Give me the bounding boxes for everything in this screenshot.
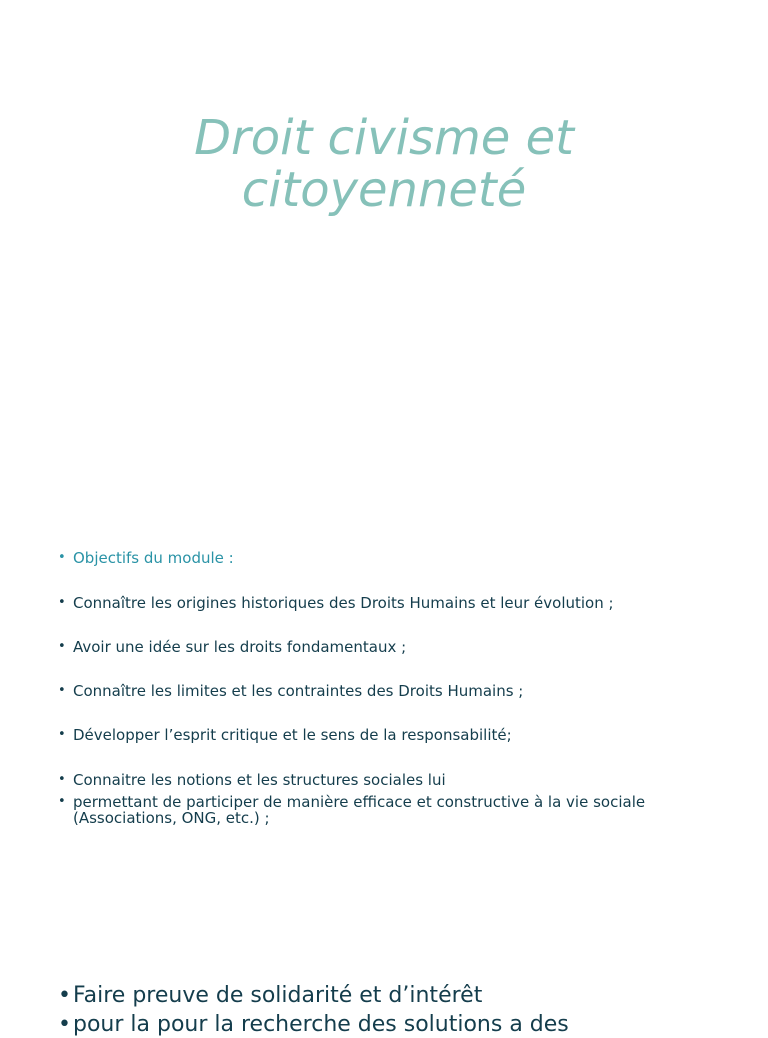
bullet-dot-icon: • xyxy=(58,727,66,742)
list-item-text: Développer l’esprit critique et le sens de la responsabilité; xyxy=(73,726,512,744)
list-item-text: Connaitre les notions et les structures sociales lui xyxy=(73,771,446,789)
list-item xyxy=(58,772,748,788)
list-item-text: Connaître les limites et les contraintes des Droits Humains ; xyxy=(73,682,524,700)
slide-title-line-2: citoyenneté xyxy=(241,162,527,218)
list-item-text: Connaître les origines historiques des Droits Humains et leur évolution ; xyxy=(73,594,614,612)
list-item xyxy=(58,983,758,1009)
list-item-text: pour la pour la recherche des solutions a des xyxy=(73,1012,569,1037)
bullet-dot-icon: • xyxy=(58,772,66,787)
bullet-dot-icon: • xyxy=(58,550,66,565)
bullet-dot-icon: • xyxy=(58,794,66,809)
bullet-dot-icon: • xyxy=(58,983,71,1008)
bullet-dot-icon: • xyxy=(58,683,66,698)
list-item xyxy=(58,595,748,611)
slide-title-line-1: Droit civisme et xyxy=(194,110,574,166)
list-item-text: Avoir une idée sur les droits fondamentaux ; xyxy=(73,638,407,656)
list-item xyxy=(58,1012,758,1038)
list-item xyxy=(58,794,748,826)
list-item xyxy=(58,683,748,699)
bullet-dot-icon: • xyxy=(58,1012,71,1037)
slide-title xyxy=(0,112,768,216)
list-item-text: permettant de participer de manière efficace et constructive à la vie sociale (Associations, ONG, etc.) ; xyxy=(73,793,646,827)
objectives-heading-text: Objectifs du module : xyxy=(73,549,234,567)
objectives-heading xyxy=(58,550,748,566)
bullet-dot-icon: • xyxy=(58,639,66,654)
list-item xyxy=(58,639,748,655)
list-item xyxy=(58,727,748,743)
list-item-text: Faire preuve de solidarité et d’intérêt xyxy=(73,983,483,1008)
bullet-dot-icon: • xyxy=(58,595,66,610)
